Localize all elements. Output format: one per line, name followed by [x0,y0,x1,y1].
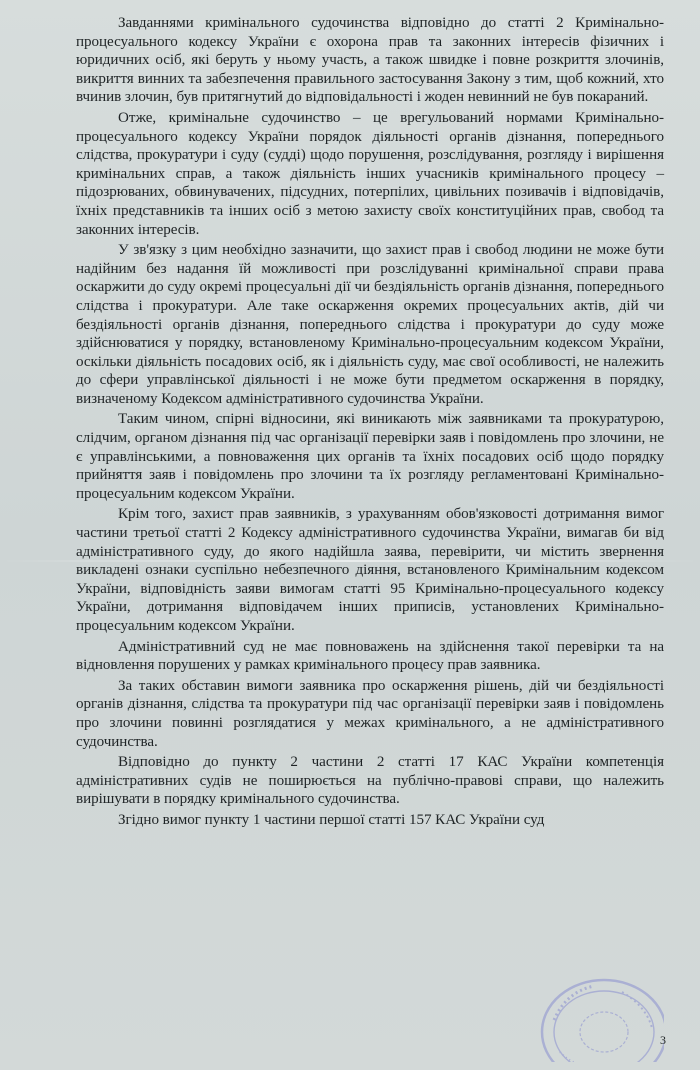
official-stamp-icon [494,962,664,1062]
paragraph-5: Крім того, захист прав заявників, з урахуванням обов'язковості дотримання вимог частини третьої статті 2 Кодексу адміністративного судочинства України, вимагав би від адміністративного суду, до якого надійшла заява, перевірити, чи містить звернення викладені ознаки суспільно небезпечного діяння, встановленого Кримінальним кодексом України, відповідність заяви вимогам статті 95 Кримінально-процесуального кодексу України, дотримання відповідачем інших приписів, установлених Кримінально-процесуальним кодексом України. [76,506,664,634]
paragraph-1: Завданнями кримінального судочинства відповідно до статті 2 Кримінально-процесуального кодексу України є охорона прав та законних інтересів фізичних і юридичних осіб, які беруть у ньому участь, а також швидке і повне розкриття злочинів, викриття винних та забезпечення правильного застосування Закону з тим, щоб кожний, хто вчинив злочин, був притягнутий до відповідальності і жоден невинний не був покараний. [76,15,664,106]
paragraph-3: У зв'язку з цим необхідно зазначити, що захист прав і свобод людини не може бути надійним без надання їй можливості при розслідуванні кримінальної справи права оскаржити до суду окремі процесуальні дії чи бездіяльність органів дізнання, попереднього слідства і прокуратури. Але таке оскарження окремих процесуальних актів, дій чи бездіяльності органів дізнання, попереднього слідства і прокуратури до суду може здійснюватися у порядку, встановленому Кримінально-процесуальним кодексом України, оскільки діяльність посадових осіб, як і діяльність суду, має свої особливості, не належить до сфери управлінської діяльності і не може бути предметом оскарження в порядку, визначеному Кодексом адміністративного судочинства України. [76,242,664,407]
paragraph-6: Адміністративний суд не має повноважень на здійснення такої перевірки та на відновлення порушених у рамках кримінального процесу прав заявника. [76,638,664,674]
paper-fold [0,560,700,562]
paragraph-4: Таким чином, спірні відносини, які виникають між заявниками та прокуратурою, слідчим, органом дізнання під час організації перевірки заяв і повідомлень про злочини, не є управлінськими, а повноваження цих органів та їхніх посадових осіб щодо порядку прийняття заяв і повідомлень про злочини та їх розгляду регламентовані Кримінально-процесуальним кодексом України. [76,411,664,502]
paragraph-7: За таких обставин вимоги заявника про оскарження рішень, дій чи бездіяльності органів дізнання, слідства та прокуратури під час організації перевірки заяв і повідомлень про злочини повинні розглядатися у межах кримінального, а не адміністративного судочинства. [76,677,664,750]
paragraph-2: Отже, кримінальне судочинство – це врегульований нормами Кримінально-процесуального кодексу України порядок діяльності органів дізнання, попереднього слідства, прокуратури і суду (судді) щодо порушення, розслідування, розгляду і вирішення кримінальних справ, а також діяльність інших учасників кримінального процесу – підозрюваних, обвинувачених, підсудних, потерпілих, цивільних позивачів і відповідачів, їхніх представників та інших осіб з метою захисту своїх конституційних прав, свобод та законних інтересів. [76,109,664,238]
paragraph-9: Згідно вимог пункту 1 частини першої статті 157 КАС України суд [118,811,545,828]
paragraph-8: Відповідно до пункту 2 частини 2 статті 17 КАС України компетенція адміністративних судів не поширюється на публічно-правові справи, що належить вирішувати в порядку кримінального судочинства. [76,754,664,808]
page-number: 3 [660,1033,666,1047]
